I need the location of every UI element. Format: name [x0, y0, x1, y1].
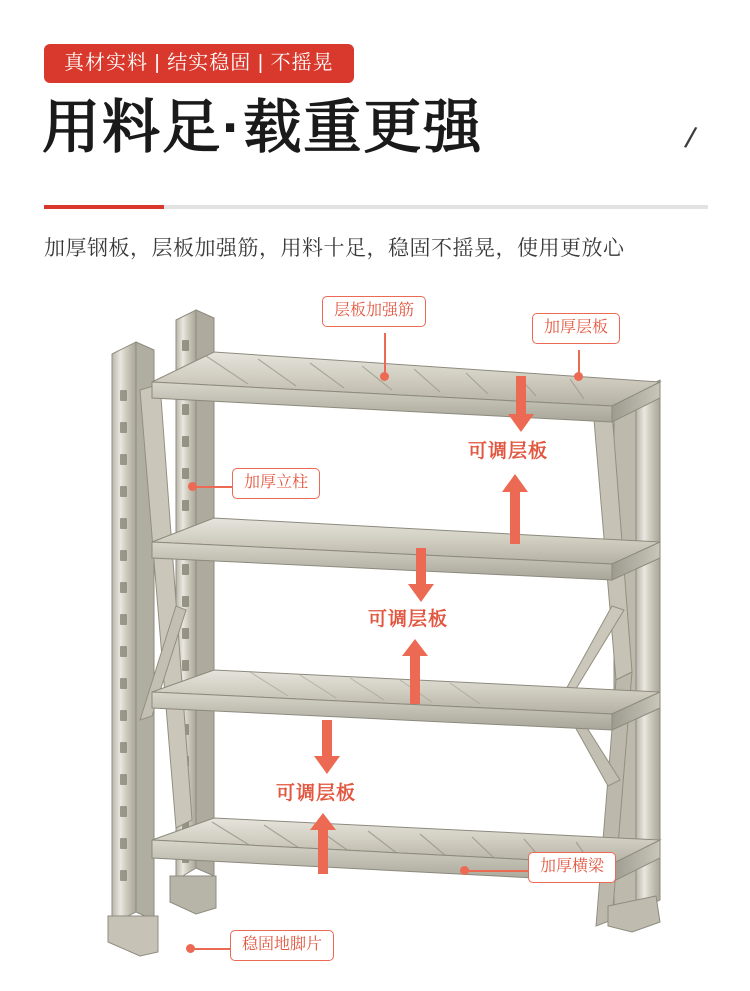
arrow-adjustable-shelf-middle-down [406, 548, 436, 604]
leader-thick-upright-post [196, 486, 232, 488]
anchor-dot-stable-foot-plate [186, 944, 195, 953]
callout-thick-upright-post: 加厚立柱 [232, 468, 320, 499]
page-subtitle: 加厚钢板，层板加强筋，用料十足，稳固不摇晃，使用更放心 [44, 237, 625, 260]
anchor-dot-reinforcing-rib [380, 372, 389, 381]
divider [44, 205, 708, 209]
callout-thick-beam: 加厚横梁 [528, 852, 616, 883]
shelf-diagram-svg [0, 280, 750, 991]
callout-adjustable-shelf-bottom: 可调层板 [276, 783, 357, 804]
slash-decoration: / [682, 121, 699, 156]
callout-adjustable-shelf-middle: 可调层板 [368, 609, 449, 630]
callout-reinforcing-rib: 层板加强筋 [322, 296, 426, 327]
arrow-adjustable-shelf-bottom-up [308, 812, 338, 874]
feature-badge: 真材实料 | 结实稳固 | 不摇晃 [44, 44, 354, 83]
arrow-adjustable-shelf-top-up [500, 472, 530, 544]
callout-adjustable-shelf-top: 可调层板 [468, 441, 549, 462]
anchor-dot-thick-upright-post [188, 482, 197, 491]
callout-stable-foot-plate: 稳固地脚片 [230, 930, 334, 961]
arrow-adjustable-shelf-middle-up [400, 638, 430, 704]
divider-accent [44, 205, 164, 209]
callout-thick-shelf-board: 加厚层板 [532, 313, 620, 344]
anchor-dot-thick-beam [460, 866, 469, 875]
arrow-adjustable-shelf-bottom-down [312, 720, 342, 776]
arrow-adjustable-shelf-top-down [506, 376, 536, 434]
leader-thick-beam [468, 870, 528, 872]
shelf-illustration [0, 280, 750, 991]
leader-stable-foot-plate [194, 948, 230, 950]
page-title: 用料足·载重更强 [42, 95, 484, 160]
anchor-dot-thick-shelf-board [574, 372, 583, 381]
leader-reinforcing-rib [384, 333, 386, 375]
